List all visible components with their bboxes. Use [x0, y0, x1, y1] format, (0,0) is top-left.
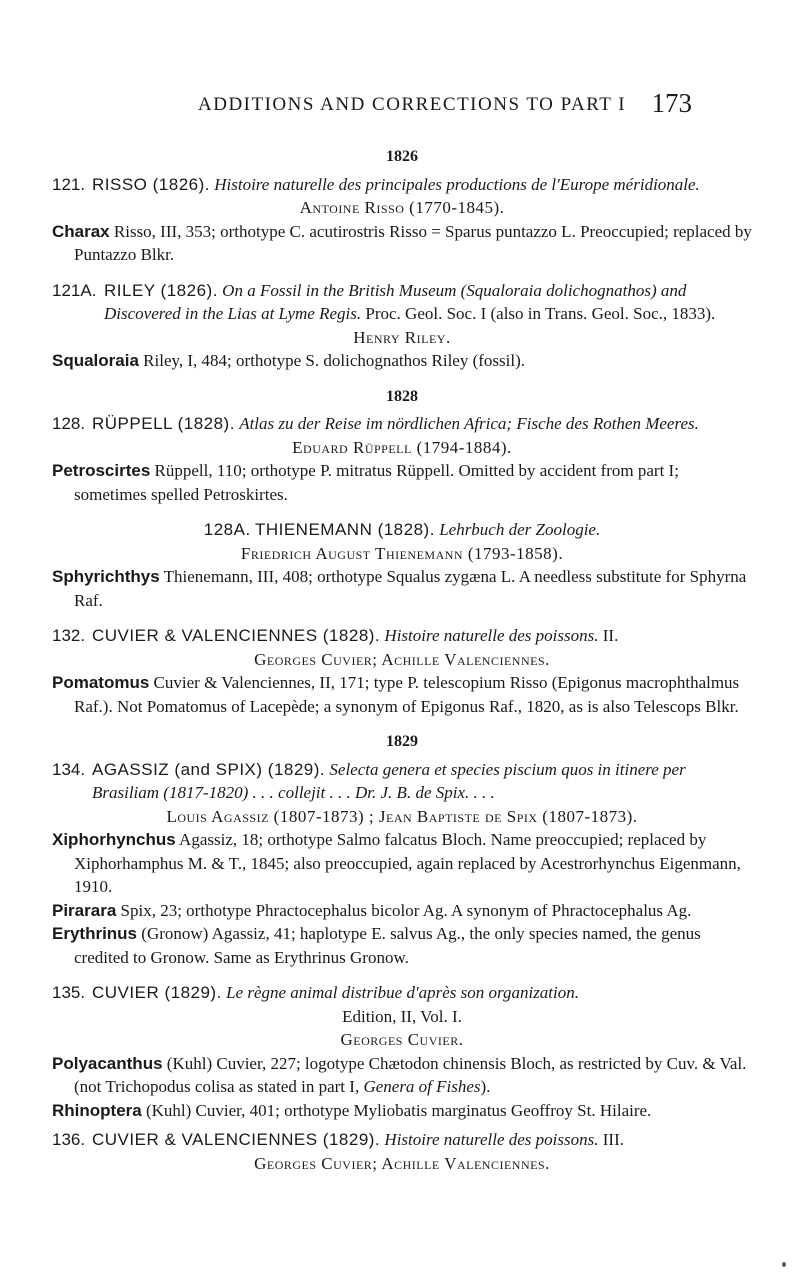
entry-number: 136. — [52, 1130, 86, 1149]
entry-number: 135. — [52, 983, 86, 1002]
year-heading: 1826 — [386, 148, 418, 165]
genus-name: Pirarara — [52, 900, 117, 920]
entry-author: CUVIER & VALENCIENNES (1829). — [92, 1130, 381, 1149]
genus-entry — [52, 828, 752, 899]
genus-name: Pomatomus — [52, 673, 150, 692]
genus-name: Erythrinus — [52, 924, 138, 943]
entry-title: Le règne animal distribue d'après son organization. — [226, 983, 580, 1002]
entry-121a — [52, 279, 752, 373]
entry-121 — [52, 173, 752, 267]
genus-name: Petroscirtes — [52, 461, 151, 480]
genus-italic-ref: Genera of Fishes — [363, 1077, 481, 1096]
entry-136 — [52, 1128, 752, 1175]
genus-name: Polyacanthus — [52, 1053, 163, 1073]
entry-135 — [52, 981, 752, 1122]
genus-text: Agassiz, 18; orthotype Salmo falcatus Bloch. Name preoccupied; replaced by Xiphorhamphus M. & T., 1845; also preoccupied, again replaced by Acestrorhynchus Eigenmann, 1910. — [74, 830, 741, 896]
genus-entry — [52, 349, 752, 373]
entry-person: Henry Riley. — [353, 327, 451, 347]
genus-text: Risso, III, 353; orthotype C. acutirostris Risso = Sparus puntazzo L. Preoccupied; replaced by Puntazzo Blkr. — [74, 221, 752, 264]
genus-entry — [52, 1099, 752, 1123]
entry-person: Eduard Rüppell (1794-1884). — [292, 437, 512, 457]
entry-number: 134. — [52, 759, 86, 779]
entry-person: Georges Cuvier; Achille Valenciennes. — [254, 1153, 550, 1173]
entry-number: 121A. — [52, 280, 97, 300]
genus-text: Spix, 23; orthotype Phractocephalus bicolor Ag. A synonym of Phractocephalus Ag. — [120, 900, 692, 920]
genus-name: Xiphorhynchus — [52, 830, 176, 849]
entry-title: Histoire naturelle des principales productions de l'Europe méridionale. — [214, 174, 700, 194]
entry-title: Histoire naturelle des poissons. — [384, 1130, 599, 1149]
entry-title: Histoire naturelle des poissons. — [384, 626, 599, 645]
genus-entry — [52, 565, 752, 612]
genus-text: (Kuhl) Cuvier, 227; logotype Chætodon chinensis Bloch, as restricted by Cuv. & Val. (not Trichopodus colisa as stated in part I, — [74, 1053, 747, 1096]
entry-person: Georges Cuvier. — [340, 1030, 464, 1049]
entry-number: 132. — [52, 626, 86, 645]
entry-128a — [52, 518, 752, 612]
page-body — [52, 145, 752, 1175]
genus-entry — [52, 459, 752, 506]
entry-author: RISSO (1826). — [92, 174, 210, 194]
genus-entry — [52, 1052, 752, 1099]
entry-title-rest: II. — [598, 626, 619, 645]
page-number: 173 — [651, 88, 692, 118]
entry-128 — [52, 412, 752, 506]
entry-title-rest: Proc. Geol. Soc. I (also in Trans. Geol. Soc., 1833). — [361, 304, 716, 323]
entry-number: 128A. — [203, 520, 251, 539]
genus-text: (Gronow) Agassiz, 41; haplotype E. salvus Ag., the only species named, the genus credited to Gronow. Same as Erythrinus Gronow. — [74, 924, 701, 967]
entry-title: Atlas zu der Reise im nördlichen Africa; Fische des Rothen Meeres. — [239, 414, 699, 433]
genus-text: Thienemann, III, 408; orthotype Squalus zygæna L. A needless substitute for Sphyrna Raf. — [74, 567, 747, 610]
entry-person: Antoine Risso (1770-1845). — [299, 198, 505, 217]
genus-entry — [52, 922, 752, 969]
entry-author: RILEY (1826). — [104, 280, 218, 300]
entry-title: Selecta genera et species piscium quos in itinere per Brasiliam (1817-1820) . . . collejit . . . Dr. J. B. de Spix. . . . — [92, 759, 686, 802]
year-heading: 1829 — [386, 733, 418, 750]
genus-text-tail: ). — [480, 1077, 491, 1096]
entry-title-rest: III. — [598, 1130, 624, 1149]
genus-name: Rhinoptera — [52, 1100, 142, 1120]
genus-text: Rüppell, 110; orthotype P. mitratus Rüppell. Omitted by accident from part I; sometimes spelled Petroskirtes. — [74, 461, 679, 504]
genus-text: Riley, I, 484; orthotype S. dolichognathos Riley (fossil). — [143, 351, 526, 370]
entry-134 — [52, 758, 752, 970]
genus-text: Cuvier & Valenciennes, II, 171; type P. telescopium Risso (Epigonus macrophthalmus Raf.). Not Pomatomus of Lacepède; a synonym of Epigonus Raf., 1820, as is also Telescops Blkr. — [74, 673, 740, 716]
genus-text: (Kuhl) Cuvier, 401; orthotype Myliobatis marginatus Geoffroy St. Hilaire. — [145, 1100, 652, 1120]
running-head: ADDITIONS AND CORRECTIONS TO PART I — [198, 94, 627, 115]
entry-number: 121. — [52, 174, 86, 194]
entry-title: Lehrbuch der Zoologie. — [439, 520, 601, 539]
genus-entry — [52, 899, 752, 923]
entry-person: Friedrich August Thienemann (1793-1858). — [240, 543, 564, 563]
entry-author: RÜPPELL (1828). — [92, 414, 235, 433]
genus-name: Charax — [52, 221, 110, 241]
entry-author: AGASSIZ (and SPIX) (1829). — [92, 759, 326, 779]
genus-entry — [52, 220, 752, 267]
entry-132 — [52, 624, 752, 718]
entry-edition: Edition, II, Vol. I. — [342, 1006, 462, 1026]
entry-author: CUVIER & VALENCIENNES (1828). — [92, 626, 381, 645]
print-speck — [782, 1262, 786, 1267]
genus-entry — [52, 671, 752, 718]
year-heading: 1828 — [386, 387, 418, 405]
entry-title: On a Fossil in the British Museum (Squaloraia dolichognathos) and Discovered in the Lias at Lyme Regis. — [104, 280, 687, 323]
entry-author: CUVIER (1829). — [92, 983, 222, 1002]
genus-name: Squaloraia — [52, 351, 139, 370]
genus-name: Sphyrichthys — [52, 567, 160, 586]
entry-person: Georges Cuvier; Achille Valenciennes. — [254, 649, 550, 669]
entry-author: THIENEMANN (1828). — [254, 520, 435, 539]
entry-number: 128. — [52, 414, 86, 433]
entry-person: Louis Agassiz (1807-1873) ; Jean Baptiste de Spix (1807-1873). — [166, 806, 638, 826]
